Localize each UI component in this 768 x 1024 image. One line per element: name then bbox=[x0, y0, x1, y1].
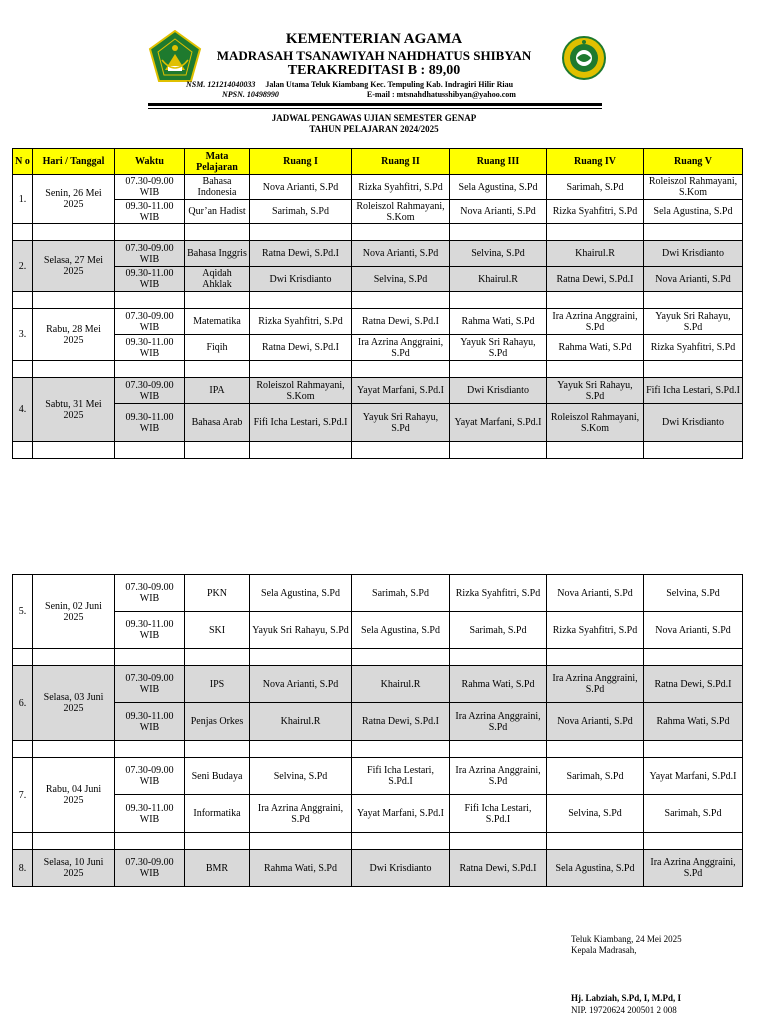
empty-cell bbox=[547, 224, 644, 241]
empty-cell bbox=[33, 361, 115, 378]
day-date: Rabu, 04 Juni 2025 bbox=[33, 758, 115, 833]
room-1-supervisor: Sarimah, S.Pd bbox=[250, 200, 352, 224]
room-1-supervisor: Ratna Dewi, S.Pd.I bbox=[250, 241, 352, 267]
empty-cell bbox=[644, 292, 743, 309]
empty-cell bbox=[644, 224, 743, 241]
room-4-supervisor: Nova Arianti, S.Pd bbox=[547, 703, 644, 741]
school-emblem-icon bbox=[562, 34, 606, 82]
table-row bbox=[13, 575, 743, 612]
subject: Bahasa Inggris bbox=[185, 241, 250, 267]
day-date: Senin, 26 Mei 2025 bbox=[33, 175, 115, 224]
room-5-supervisor: Fifi Icha Lestari, S.Pd.I bbox=[644, 378, 743, 404]
room-1-supervisor: Fifi Icha Lestari, S.Pd.I bbox=[250, 404, 352, 442]
subject: Fiqih bbox=[185, 335, 250, 361]
session-time: 07.30-09.00 WIB bbox=[115, 758, 185, 795]
empty-cell bbox=[450, 292, 547, 309]
room-2-supervisor: Sela Agustina, S.Pd bbox=[352, 612, 450, 649]
row-number: 5. bbox=[13, 575, 33, 649]
room-1-supervisor: Dwi Krisdianto bbox=[250, 267, 352, 292]
row-number: 1. bbox=[13, 175, 33, 224]
empty-cell bbox=[115, 361, 185, 378]
table-row bbox=[13, 758, 743, 795]
room-4-supervisor: Rizka Syahfitri, S.Pd bbox=[547, 612, 644, 649]
empty-cell bbox=[547, 361, 644, 378]
day-date: Selasa, 03 Juni 2025 bbox=[33, 666, 115, 741]
room-4-supervisor: Sarimah, S.Pd bbox=[547, 758, 644, 795]
empty-cell bbox=[450, 224, 547, 241]
empty-cell bbox=[352, 649, 450, 666]
table-row bbox=[13, 378, 743, 404]
row-number: 7. bbox=[13, 758, 33, 833]
room-4-supervisor: Ira Azrina Anggraini, S.Pd bbox=[547, 309, 644, 335]
room-2-supervisor: Rizka Syahfitri, S.Pd bbox=[352, 175, 450, 200]
empty-cell bbox=[115, 292, 185, 309]
empty-cell bbox=[115, 442, 185, 459]
room-1-supervisor: Yayuk Sri Rahayu, S.Pd bbox=[250, 612, 352, 649]
room-4-supervisor: Selvina, S.Pd bbox=[547, 795, 644, 833]
row-number: 4. bbox=[13, 378, 33, 442]
col-room-3: Ruang III bbox=[450, 149, 547, 175]
subject: BMR bbox=[185, 850, 250, 887]
table-row bbox=[13, 267, 743, 292]
empty-cell bbox=[13, 741, 33, 758]
ministry-name: KEMENTERIAN AGAMA bbox=[285, 31, 463, 47]
empty-cell bbox=[250, 649, 352, 666]
empty-cell bbox=[115, 741, 185, 758]
empty-cell bbox=[185, 361, 250, 378]
empty-cell bbox=[115, 833, 185, 850]
room-4-supervisor: Sarimah, S.Pd bbox=[547, 175, 644, 200]
room-1-supervisor: Nova Arianti, S.Pd bbox=[250, 666, 352, 703]
session-time: 07.30-09.00 WIB bbox=[115, 241, 185, 267]
room-4-supervisor: Khairul.R bbox=[547, 241, 644, 267]
room-5-supervisor: Rizka Syahfitri, S.Pd bbox=[644, 335, 743, 361]
table-row bbox=[13, 666, 743, 703]
room-2-supervisor: Dwi Krisdianto bbox=[352, 850, 450, 887]
room-1-supervisor: Rizka Syahfitri, S.Pd bbox=[250, 309, 352, 335]
empty-cell bbox=[644, 649, 743, 666]
day-date: Sabtu, 31 Mei 2025 bbox=[33, 378, 115, 442]
empty-cell bbox=[547, 292, 644, 309]
room-3-supervisor: Yayuk Sri Rahayu, S.Pd bbox=[450, 335, 547, 361]
col-no: N o bbox=[13, 149, 33, 175]
session-time: 09.30-11.00 WIB bbox=[115, 795, 185, 833]
empty-cell bbox=[450, 833, 547, 850]
subject: Aqidah Ahklak bbox=[185, 267, 250, 292]
empty-cell bbox=[33, 741, 115, 758]
empty-cell bbox=[115, 649, 185, 666]
room-4-supervisor: Yayuk Sri Rahayu, S.Pd bbox=[547, 378, 644, 404]
empty-cell bbox=[547, 442, 644, 459]
subject: PKN bbox=[185, 575, 250, 612]
room-4-supervisor: Sela Agustina, S.Pd bbox=[547, 850, 644, 887]
spacer-row bbox=[13, 361, 743, 378]
room-4-supervisor: Roleiszol Rahmayani, S.Kom bbox=[547, 404, 644, 442]
table-row bbox=[13, 309, 743, 335]
empty-cell bbox=[352, 224, 450, 241]
room-1-supervisor: Sela Agustina, S.Pd bbox=[250, 575, 352, 612]
empty-cell bbox=[450, 741, 547, 758]
signature-position: Kepala Madrasah, bbox=[571, 945, 637, 955]
empty-cell bbox=[547, 649, 644, 666]
signature-place-date: Teluk Kiambang, 24 Mei 2025 bbox=[571, 934, 682, 944]
empty-cell bbox=[33, 442, 115, 459]
empty-cell bbox=[33, 224, 115, 241]
room-3-supervisor: Nova Arianti, S.Pd bbox=[450, 200, 547, 224]
room-1-supervisor: Selvina, S.Pd bbox=[250, 758, 352, 795]
session-time: 09.30-11.00 WIB bbox=[115, 200, 185, 224]
col-time: Waktu bbox=[115, 149, 185, 175]
session-time: 07.30-09.00 WIB bbox=[115, 575, 185, 612]
row-number: 2. bbox=[13, 241, 33, 292]
empty-cell bbox=[250, 292, 352, 309]
room-4-supervisor: Nova Arianti, S.Pd bbox=[547, 575, 644, 612]
session-time: 07.30-09.00 WIB bbox=[115, 309, 185, 335]
day-date: Selasa, 27 Mei 2025 bbox=[33, 241, 115, 292]
empty-cell bbox=[547, 833, 644, 850]
session-time: 09.30-11.00 WIB bbox=[115, 335, 185, 361]
empty-cell bbox=[33, 292, 115, 309]
empty-cell bbox=[13, 833, 33, 850]
room-5-supervisor: Sarimah, S.Pd bbox=[644, 795, 743, 833]
room-5-supervisor: Yayuk Sri Rahayu, S.Pd bbox=[644, 309, 743, 335]
room-2-supervisor: Fifi Icha Lestari, S.Pd.I bbox=[352, 758, 450, 795]
subject: SKI bbox=[185, 612, 250, 649]
subject: Bahasa Arab bbox=[185, 404, 250, 442]
room-3-supervisor: Rahma Wati, S.Pd bbox=[450, 309, 547, 335]
letterhead bbox=[0, 28, 768, 108]
table-row bbox=[13, 175, 743, 200]
empty-cell bbox=[185, 442, 250, 459]
row-number: 8. bbox=[13, 850, 33, 887]
subject: Penjas Orkes bbox=[185, 703, 250, 741]
empty-cell bbox=[13, 649, 33, 666]
table-row bbox=[13, 335, 743, 361]
empty-cell bbox=[644, 361, 743, 378]
spacer-row bbox=[13, 741, 743, 758]
room-2-supervisor: Ratna Dewi, S.Pd.I bbox=[352, 309, 450, 335]
col-subject: Mata Pelajaran bbox=[185, 149, 250, 175]
room-5-supervisor: Roleiszol Rahmayani, S.Kom bbox=[644, 175, 743, 200]
col-room-2: Ruang II bbox=[352, 149, 450, 175]
empty-cell bbox=[352, 833, 450, 850]
school-address: Jalan Utama Teluk Kiambang Kec. Tempuling Kab. Indragiri Hilir Riau bbox=[265, 80, 514, 89]
empty-cell bbox=[547, 741, 644, 758]
empty-cell bbox=[644, 833, 743, 850]
room-2-supervisor: Ira Azrina Anggraini, S.Pd bbox=[352, 335, 450, 361]
room-5-supervisor: Dwi Krisdianto bbox=[644, 404, 743, 442]
schedule-table-part-2 bbox=[12, 574, 743, 887]
room-4-supervisor: Rahma Wati, S.Pd bbox=[547, 335, 644, 361]
npsn-number: NPSN. 10498990 bbox=[222, 90, 279, 99]
nsm-number: NSM. 121214040033 bbox=[186, 80, 256, 89]
room-2-supervisor: Yayat Marfani, S.Pd.I bbox=[352, 795, 450, 833]
room-2-supervisor: Ratna Dewi, S.Pd.I bbox=[352, 703, 450, 741]
school-email: E-mail : mtsnahdhatusshibyan@yahoo.com bbox=[366, 90, 516, 99]
empty-cell bbox=[13, 224, 33, 241]
empty-cell bbox=[185, 833, 250, 850]
room-5-supervisor: Ratna Dewi, S.Pd.I bbox=[644, 666, 743, 703]
room-1-supervisor: Ratna Dewi, S.Pd.I bbox=[250, 335, 352, 361]
room-4-supervisor: Ratna Dewi, S.Pd.I bbox=[547, 267, 644, 292]
empty-cell bbox=[250, 224, 352, 241]
empty-cell bbox=[352, 442, 450, 459]
empty-cell bbox=[115, 224, 185, 241]
room-2-supervisor: Khairul.R bbox=[352, 666, 450, 703]
empty-cell bbox=[185, 292, 250, 309]
col-room-1: Ruang I bbox=[250, 149, 352, 175]
room-3-supervisor: Khairul.R bbox=[450, 267, 547, 292]
room-5-supervisor: Selvina, S.Pd bbox=[644, 575, 743, 612]
session-time: 09.30-11.00 WIB bbox=[115, 267, 185, 292]
room-5-supervisor: Yayat Marfani, S.Pd.I bbox=[644, 758, 743, 795]
empty-cell bbox=[352, 361, 450, 378]
room-1-supervisor: Rahma Wati, S.Pd bbox=[250, 850, 352, 887]
day-date: Senin, 02 Juni 2025 bbox=[33, 575, 115, 649]
session-time: 07.30-09.00 WIB bbox=[115, 666, 185, 703]
room-5-supervisor: Nova Arianti, S.Pd bbox=[644, 612, 743, 649]
day-date: Rabu, 28 Mei 2025 bbox=[33, 309, 115, 361]
room-3-supervisor: Yayat Marfani, S.Pd.I bbox=[450, 404, 547, 442]
room-3-supervisor: Dwi Krisdianto bbox=[450, 378, 547, 404]
header-row bbox=[13, 149, 743, 175]
col-room-5: Ruang V bbox=[644, 149, 743, 175]
room-1-supervisor: Ira Azrina Anggraini, S.Pd bbox=[250, 795, 352, 833]
col-room-4: Ruang IV bbox=[547, 149, 644, 175]
empty-cell bbox=[33, 833, 115, 850]
empty-cell bbox=[644, 741, 743, 758]
spacer-row bbox=[13, 224, 743, 241]
subject: Informatika bbox=[185, 795, 250, 833]
empty-cell bbox=[352, 741, 450, 758]
room-3-supervisor: Rizka Syahfitri, S.Pd bbox=[450, 575, 547, 612]
session-time: 09.30-11.00 WIB bbox=[115, 703, 185, 741]
session-time: 07.30-09.00 WIB bbox=[115, 378, 185, 404]
nsm-address-line bbox=[186, 80, 513, 89]
spacer-row bbox=[13, 833, 743, 850]
table-row bbox=[13, 850, 743, 887]
empty-cell bbox=[450, 361, 547, 378]
empty-cell bbox=[250, 442, 352, 459]
room-2-supervisor: Nova Arianti, S.Pd bbox=[352, 241, 450, 267]
room-4-supervisor: Rizka Syahfitri, S.Pd bbox=[547, 200, 644, 224]
room-3-supervisor: Rahma Wati, S.Pd bbox=[450, 666, 547, 703]
room-3-supervisor: Sarimah, S.Pd bbox=[450, 612, 547, 649]
room-1-supervisor: Roleiszol Rahmayani, S.Kom bbox=[250, 378, 352, 404]
session-time: 07.30-09.00 WIB bbox=[115, 850, 185, 887]
room-2-supervisor: Sarimah, S.Pd bbox=[352, 575, 450, 612]
room-5-supervisor: Rahma Wati, S.Pd bbox=[644, 703, 743, 741]
room-3-supervisor: Ira Azrina Anggraini, S.Pd bbox=[450, 703, 547, 741]
accreditation: TERAKREDITASI B : 89,00 bbox=[287, 63, 461, 78]
room-3-supervisor: Ratna Dewi, S.Pd.I bbox=[450, 850, 547, 887]
row-number: 6. bbox=[13, 666, 33, 741]
doc-subtitle: TAHUN PELAJARAN 2024/2025 bbox=[309, 124, 439, 134]
empty-cell bbox=[352, 292, 450, 309]
session-time: 09.30-11.00 WIB bbox=[115, 612, 185, 649]
empty-cell bbox=[13, 361, 33, 378]
signature-name: Hj. Labziah, S.Pd, I, M.Pd, I bbox=[571, 993, 682, 1003]
subject: IPA bbox=[185, 378, 250, 404]
spacer-row bbox=[13, 649, 743, 666]
npsn-email-line bbox=[222, 90, 516, 99]
empty-cell bbox=[250, 741, 352, 758]
table-row bbox=[13, 795, 743, 833]
subject: Bahasa Indonesia bbox=[185, 175, 250, 200]
empty-cell bbox=[13, 442, 33, 459]
empty-cell bbox=[185, 741, 250, 758]
table-row bbox=[13, 703, 743, 741]
room-2-supervisor: Roleiszol Rahmayani, S.Kom bbox=[352, 200, 450, 224]
room-1-supervisor: Khairul.R bbox=[250, 703, 352, 741]
room-2-supervisor: Yayat Marfani, S.Pd.I bbox=[352, 378, 450, 404]
col-day: Hari / Tanggal bbox=[33, 149, 115, 175]
room-1-supervisor: Nova Arianti, S.Pd bbox=[250, 175, 352, 200]
letterhead-rule bbox=[148, 103, 602, 106]
subject: Seni Budaya bbox=[185, 758, 250, 795]
room-5-supervisor: Ira Azrina Anggraini, S.Pd bbox=[644, 850, 743, 887]
empty-cell bbox=[33, 649, 115, 666]
empty-cell bbox=[250, 833, 352, 850]
empty-cell bbox=[185, 649, 250, 666]
empty-cell bbox=[185, 224, 250, 241]
schedule-table-part-1 bbox=[12, 148, 743, 459]
row-number: 3. bbox=[13, 309, 33, 361]
room-2-supervisor: Selvina, S.Pd bbox=[352, 267, 450, 292]
empty-cell bbox=[644, 442, 743, 459]
spacer-row bbox=[13, 442, 743, 459]
subject: Qur’an Hadist bbox=[185, 200, 250, 224]
room-3-supervisor: Sela Agustina, S.Pd bbox=[450, 175, 547, 200]
table-row bbox=[13, 612, 743, 649]
table-row bbox=[13, 241, 743, 267]
session-time: 07.30-09.00 WIB bbox=[115, 175, 185, 200]
spacer-row bbox=[13, 292, 743, 309]
room-5-supervisor: Sela Agustina, S.Pd bbox=[644, 200, 743, 224]
session-time: 09.30-11.00 WIB bbox=[115, 404, 185, 442]
empty-cell bbox=[250, 361, 352, 378]
room-3-supervisor: Selvina, S.Pd bbox=[450, 241, 547, 267]
school-name: MADRASAH TSANAWIYAH NAHDHATUS SHIBYAN bbox=[216, 48, 532, 63]
subject: IPS bbox=[185, 666, 250, 703]
empty-cell bbox=[450, 442, 547, 459]
room-3-supervisor: Fifi Icha Lestari, S.Pd.I bbox=[450, 795, 547, 833]
room-5-supervisor: Nova Arianti, S.Pd bbox=[644, 267, 743, 292]
table-row bbox=[13, 404, 743, 442]
table-row bbox=[13, 200, 743, 224]
day-date: Selasa, 10 Juni 2025 bbox=[33, 850, 115, 887]
doc-title: JADWAL PENGAWAS UJIAN SEMESTER GENAP bbox=[271, 113, 477, 123]
room-2-supervisor: Yayuk Sri Rahayu, S.Pd bbox=[352, 404, 450, 442]
room-3-supervisor: Ira Azrina Anggraini, S.Pd bbox=[450, 758, 547, 795]
room-4-supervisor: Ira Azrina Anggraini, S.Pd bbox=[547, 666, 644, 703]
room-5-supervisor: Dwi Krisdianto bbox=[644, 241, 743, 267]
letterhead-rule-thin bbox=[148, 108, 602, 109]
empty-cell bbox=[450, 649, 547, 666]
signature-nip: NIP. 19720624 200501 2 008 bbox=[571, 1005, 677, 1015]
empty-cell bbox=[13, 292, 33, 309]
subject: Matematika bbox=[185, 309, 250, 335]
